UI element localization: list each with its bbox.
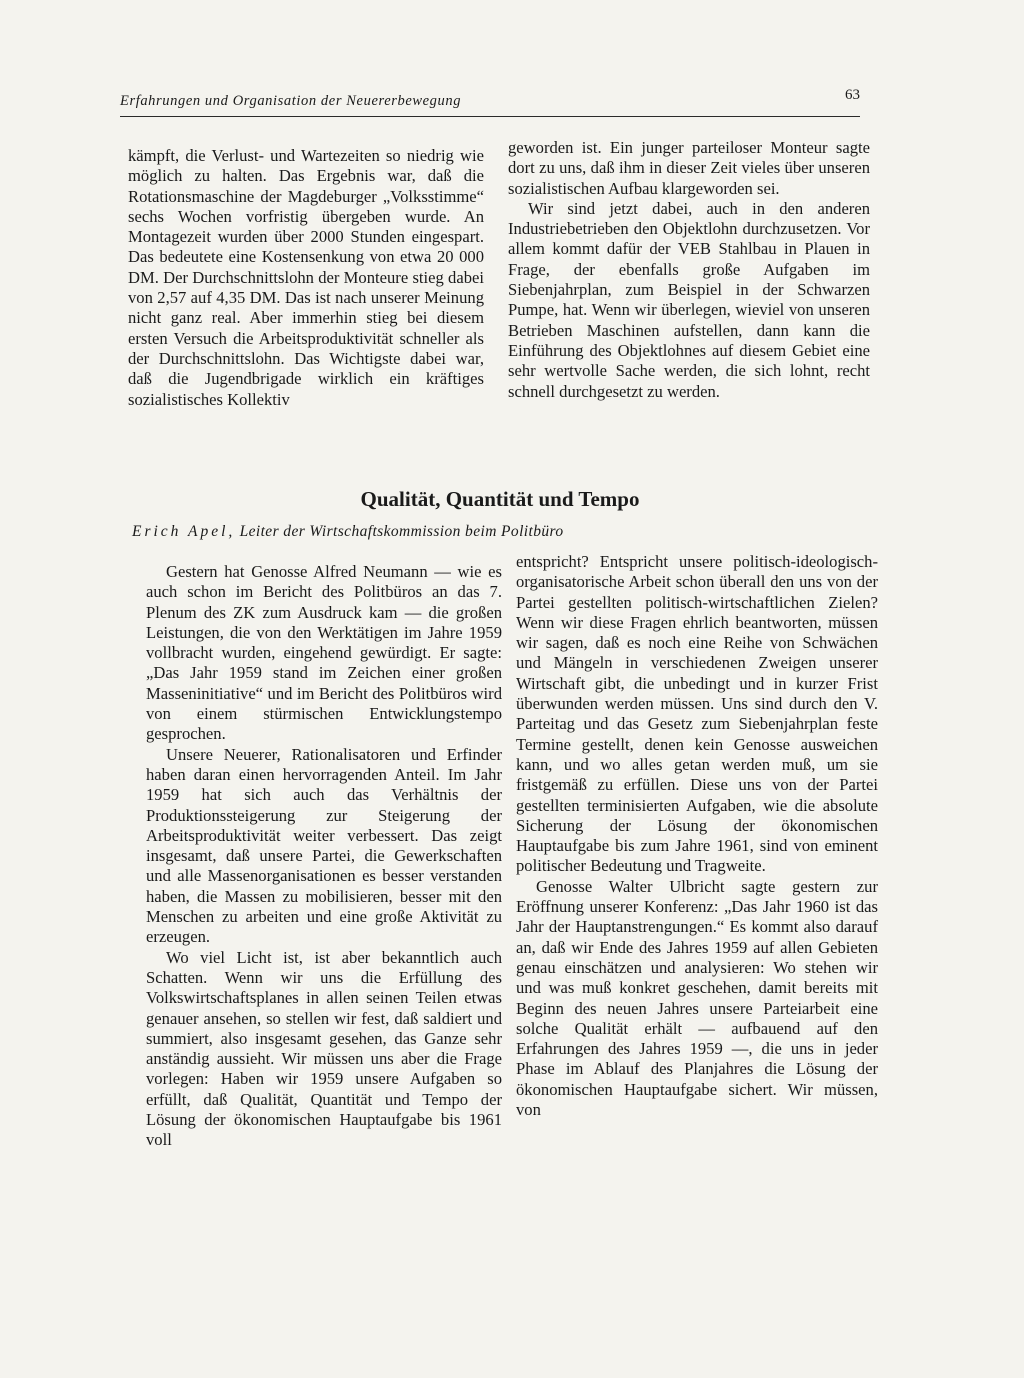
running-title: Erfahrungen und Organisation der Neuererbewegung bbox=[120, 93, 462, 109]
paragraph: kämpft, die Verlust- und Wartezeiten so niedrig wie möglich zu halten. Das Ergebnis war, daß die Rotationsmaschine der Magdeburger „Volksstimme“ sechs Wochen vorfristig übergeben wurde. An Montagezeit wurden über 2000 Stunden eingespart. Das bedeutete eine Kostensenkung von etwa 20 000 DM. Der Durchschnittslohn der Monteure stieg dabei von 2,57 auf 4,35 DM. Das ist nach unserer Meinung nicht ganz real. Aber immerhin stieg bei diesem ersten Versuch die Arbeitsproduktivität schneller als der Durchschnittslohn. Das Wichtigste dabei war, daß die Jugendbrigade wirklich ein kräftiges sozialistisches Kollektiv bbox=[128, 146, 484, 409]
top-left-column bbox=[128, 146, 484, 410]
page-number: 63 bbox=[845, 87, 860, 103]
paragraph: Unsere Neuerer, Rationalisatoren und Erfinder haben daran einen hervorragenden Anteil. Im Jahr 1959 hat sich auch das Verhältnis der Produktionssteigerung zur Steigerung der Arbeitsproduktivität weiter verbessert. Das zeigt insgesamt, daß unsere Partei, die Gewerkschaften und alle Massenorganisationen es besser verstanden haben, die Massen zu mobilisieren, besser mit den Menschen zu arbeiten und eine große Aktivität zu erzeugen. bbox=[146, 744, 502, 947]
article-right-column bbox=[516, 552, 878, 1120]
paragraph: Wo viel Licht ist, ist aber bekanntlich auch Schatten. Wenn wir uns die Erfüllung des Volkswirtschaftsplanes in allen seinen Teilen etwas genauer ansehen, so stellen wir fest, daß saldiert und summiert, also insgesamt gesehen, das Ganze sehr anständig aussieht. Wir müssen uns aber die Frage vorlegen: Haben wir 1959 unsere Aufgaben so erfüllt, daß Qualität, Quantität und Tempo der Lösung der ökonomischen Hauptaufgabe bis 1961 voll bbox=[146, 947, 502, 1150]
paragraph: Genosse Walter Ulbricht sagte gestern zur Eröffnung unserer Konferenz: „Das Jahr 1960 ist das Jahr der Hauptanstrengungen.“ Es kommt also darauf an, daß wir Ende des Jahres 1959 auf allen Gebieten genau einschätzen und analysieren: Wo stehen wir und was muß konkret geschehen, damit bereits mit Beginn des neuen Jahres unsere Parteiarbeit eine solche Qualität erhält — aufbauend auf den Erfahrungen des Jahres 1959 —, die uns in jeder Phase im Ablauf des Planjahres die Lösung der ökonomischen Hauptaufgabe sichert. Wir müssen, von bbox=[516, 876, 878, 1120]
author-name: Erich Apel, bbox=[132, 523, 236, 540]
paragraph: Gestern hat Genosse Alfred Neumann — wie es auch schon im Bericht des Politbüros an das 7. Plenum des ZK zum Ausdruck kam — die großen Leistungen, die von den Werktätigen im Jahre 1959 vollbracht wurden, eingehend gewürdigt. Er sagte: „Das Jahr 1959 stand im Zeichen einer großen Masseninitiative“ und im Bericht des Politbüros wird von einem stürmischen Entwicklungstempo gesprochen. bbox=[146, 562, 502, 744]
article-left-column bbox=[146, 562, 502, 1151]
paragraph: entspricht? Entspricht unsere politisch-ideologisch-organisatorische Arbeit schon überall den uns von der Partei gestellten politisch-wirtschaftlichen Zielen? Wenn wir diese Fragen ehrlich beantworten, müssen wir sagen, daß es noch eine Reihe von Schwächen und Mängeln in verschiedenen Zweigen unserer Wirtschaft gibt, die unbedingt und in kurzer Frist überwunden werden müssen. Uns sind durch den V. Parteitag und das Gesetz zum Siebenjahrplan feste Termine gestellt, denen kein Genosse ausweichen kann, und wo alles getan werden muß, um sie fristgemäß zu erfüllen. Diese uns von der Partei gestellten terminisierten Aufgaben, wie die absolute Sicherung der Lösung der ökonomischen Hauptaufgabe bis zum Jahre 1961, sind von eminent politischer Bedeutung und Tragweite. bbox=[516, 552, 878, 876]
article-byline bbox=[132, 522, 872, 542]
running-header bbox=[120, 87, 860, 117]
paragraph: Wir sind jetzt dabei, auch in den anderen Industriebetrieben den Objektlohn durchzusetzen. Vor allem kommt dafür der VEB Stahlbau in Plauen in Frage, der ebenfalls große Aufgaben im Siebenjahrplan, zum Beispiel in der Schwarzen Pumpe, hat. Wenn wir überlegen, wieviel von unseren Betrieben Maschinen aufstellen, dann kann die Einführung des Objektlohnes auf diesem Gebiet eine sehr wertvolle Sache werden, die sich lohnt, recht schnell durchgesetzt zu werden. bbox=[508, 198, 870, 401]
author-role: Leiter der Wirtschaftskommission beim Politbüro bbox=[239, 523, 564, 540]
paragraph: geworden ist. Ein junger parteiloser Monteur sagte dort zu uns, daß ihm in dieser Zeit vieles über unseren sozialistischen Aufbau klargeworden sei. bbox=[508, 138, 870, 198]
top-right-column bbox=[508, 138, 870, 402]
article-title: Qualität, Quantität und Tempo bbox=[360, 487, 640, 511]
